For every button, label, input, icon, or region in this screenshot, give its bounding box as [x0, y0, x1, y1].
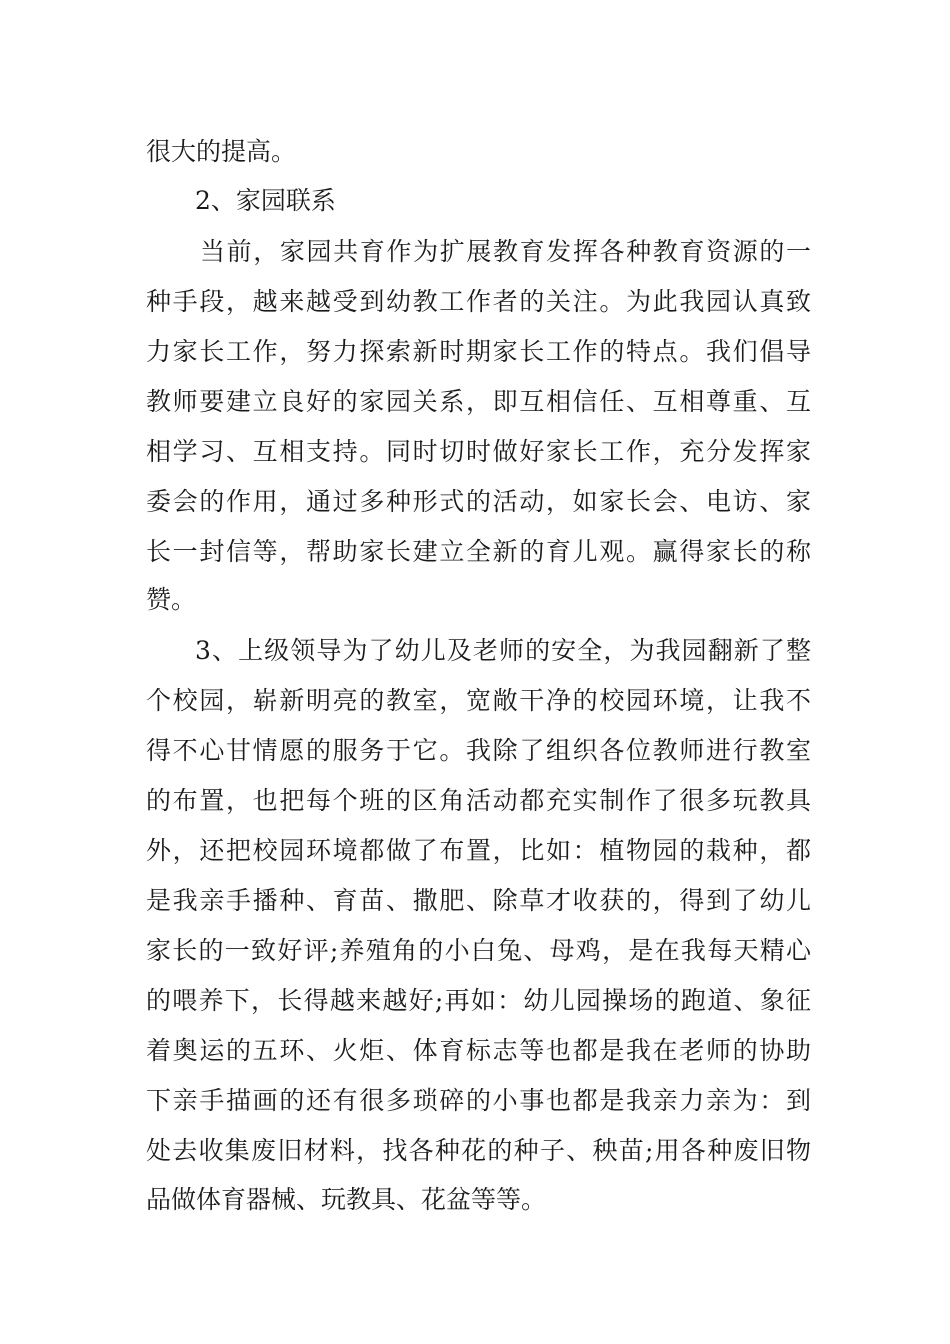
section-heading: 3、上级领导为了幼儿及老师的安全，为我园翻新了整 — [195, 636, 811, 665]
text-line: 长一封信等，帮助家长建立全新的育儿观。赢得家长的称 — [146, 537, 811, 566]
text-line: 教师要建立良好的家园关系，即互相信任、互相尊重、互 — [146, 387, 811, 416]
text-line: 品做体育器械、玩教具、花盆等等。 — [146, 1185, 547, 1214]
text-line: 力家长工作，努力探索新时期家长工作的特点。我们倡导 — [146, 337, 811, 366]
text-line: 处去收集废旧材料，找各种花的种子、秧苗;用各种废旧物 — [146, 1136, 811, 1165]
text-line: 着奥运的五环、火炬、体育标志等也都是我在老师的协助 — [146, 1036, 811, 1065]
text-line: 种手段，越来越受到幼教工作者的关注。为此我园认真致 — [146, 287, 811, 316]
text-line: 得不心甘情愿的服务于它。我除了组织各位教师进行教室 — [146, 736, 811, 765]
text-line: 赞。 — [146, 585, 197, 614]
text-line: 很大的提高。 — [146, 137, 297, 166]
text-line: 的布置，也把每个班的区角活动都充实制作了很多玩教具 — [146, 786, 811, 815]
text-line: 相学习、互相支持。同时切时做好家长工作，充分发挥家 — [146, 437, 811, 466]
text-line: 的喂养下，长得越来越好;再如：幼儿园操场的跑道、象征 — [146, 986, 811, 1015]
text-line: 是我亲手播种、育苗、撒肥、除草才收获的，得到了幼儿 — [146, 886, 811, 915]
text-line: 当前，家园共育作为扩展教育发挥各种教育资源的一 — [200, 237, 811, 266]
text-line: 个校园，崭新明亮的教室，宽敞干净的校园环境，让我不 — [146, 686, 811, 715]
text-line: 下亲手描画的还有很多琐碎的小事也都是我亲力亲为：到 — [146, 1086, 811, 1115]
text-line: 外，还把校园环境都做了布置，比如：植物园的栽种，都 — [146, 836, 811, 865]
text-line: 家长的一致好评;养殖角的小白兔、母鸡，是在我每天精心 — [146, 936, 811, 965]
text-line: 委会的作用，通过多种形式的活动，如家长会、电访、家 — [146, 487, 811, 516]
section-heading: 2、家园联系 — [195, 186, 336, 215]
